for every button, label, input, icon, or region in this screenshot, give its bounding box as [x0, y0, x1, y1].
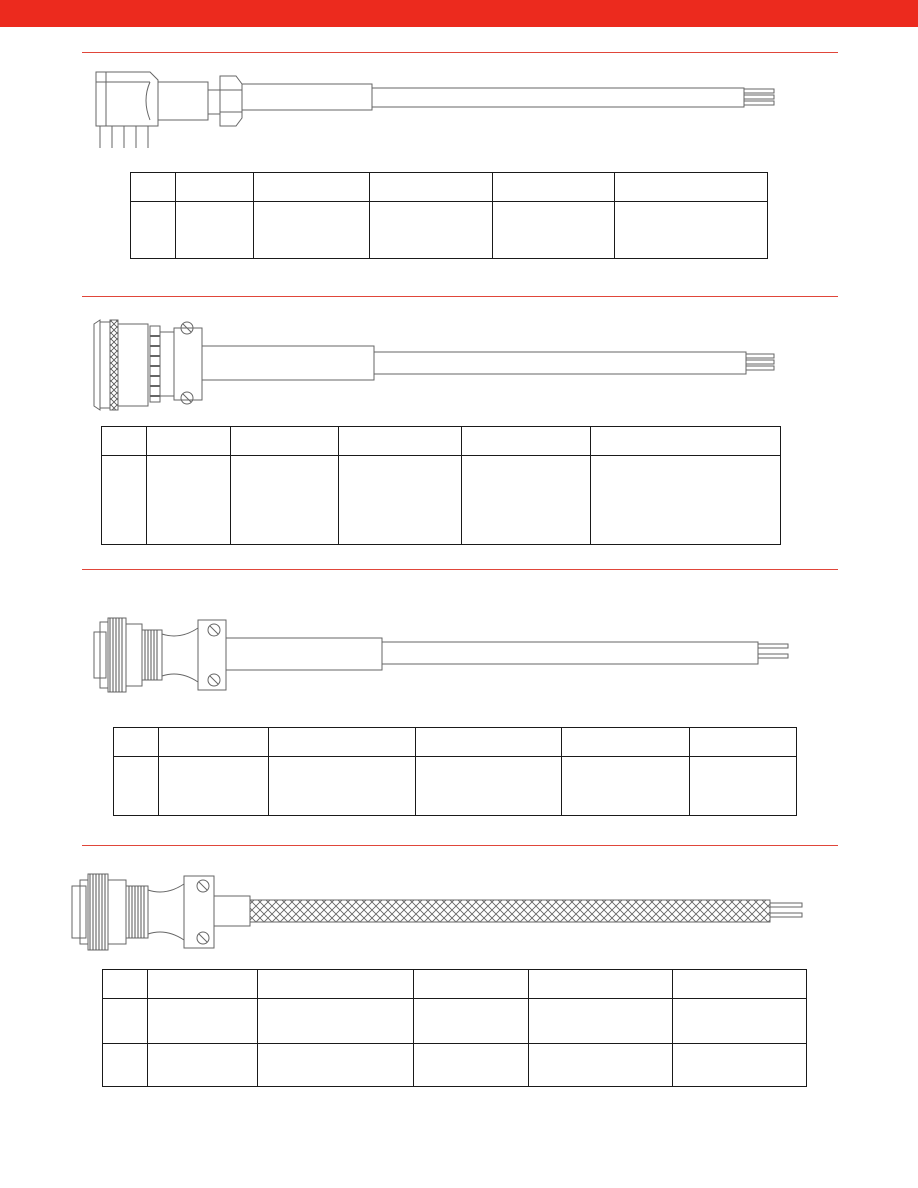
section-divider: [82, 845, 838, 846]
spec-table: [102, 969, 807, 1087]
spec-table: [113, 727, 797, 816]
table-row: [114, 757, 797, 816]
table-row: [131, 202, 768, 259]
threaded-connector-drawing: [0, 610, 918, 700]
spec-table: [130, 172, 768, 259]
table-header-row: [114, 728, 797, 757]
table-header-row: [102, 427, 781, 456]
table-row: [102, 456, 781, 545]
bayonet-connector-drawing: [0, 312, 918, 417]
spec-table: [101, 426, 781, 545]
braided-connector-drawing: [0, 866, 918, 958]
table-row: [103, 999, 807, 1044]
table-header-row: [131, 173, 768, 202]
header-bar: [0, 0, 918, 27]
table-row: [103, 1044, 807, 1087]
section-divider: [82, 296, 838, 297]
table-header-row: [103, 970, 807, 999]
right-angle-connector-drawing: [0, 60, 918, 160]
section-divider: [82, 52, 838, 53]
section-divider: [82, 569, 838, 570]
